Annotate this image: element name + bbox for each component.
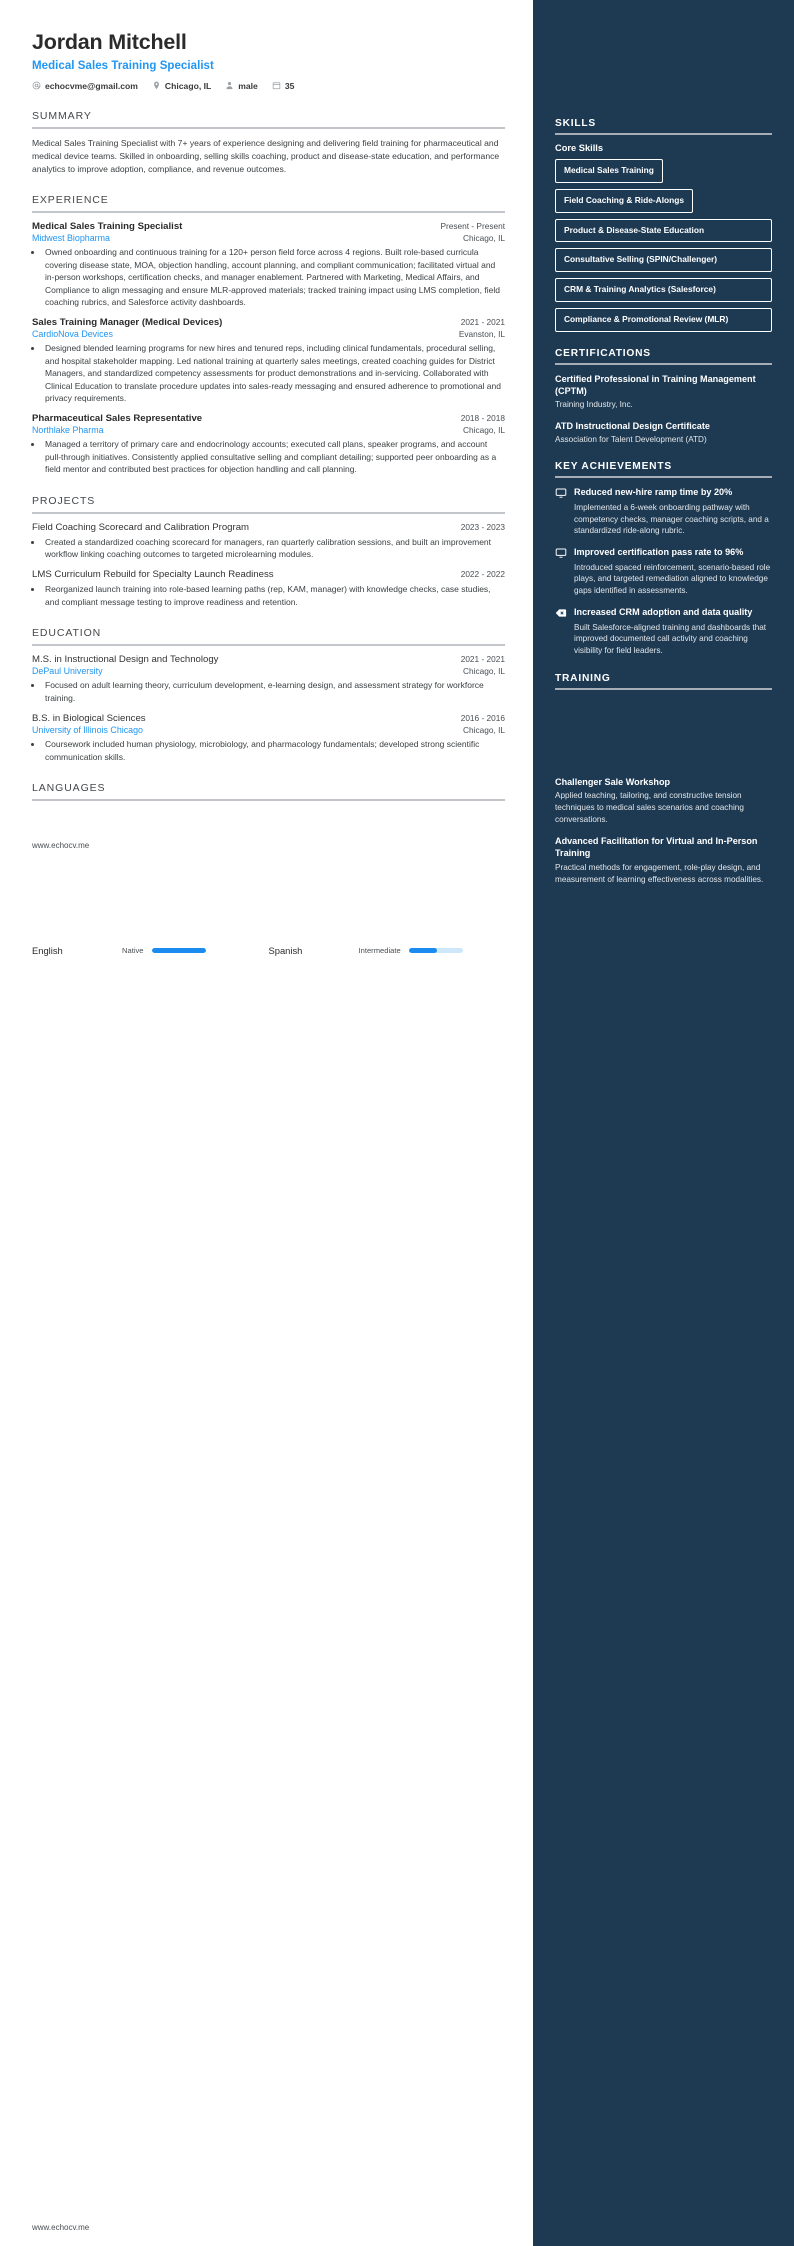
summary-divider [32,127,505,129]
experience-entry [32,413,505,475]
training-item [555,776,772,826]
language-name: Spanish [268,944,303,956]
experience-title: Sales Training Manager (Medical Devices) [32,317,223,329]
language-progress-bar [152,948,206,953]
education-bullets [43,679,505,704]
project-bullets [43,583,505,608]
project-bullets [43,536,505,561]
achievement-description: Introduced spaced reinforcement, scenario-based role plays, and targeted remediation aligned to knowledge gaps identified in assessments. [574,562,771,596]
contact-location [152,81,211,91]
training-description: Practical methods for engagement, role-play design, and measurement of learning effectiveness across modalities. [555,862,764,884]
education-location: Chicago, IL [463,666,505,677]
languages-list [32,945,505,956]
contact-location-value: Chicago, IL [164,80,212,91]
project-entry [32,569,505,608]
contact-email [32,81,138,91]
section-education [32,627,505,763]
education-entry [32,654,505,704]
section-languages [32,782,505,956]
contact-row [32,81,505,91]
skill-chip: CRM & Training Analytics (Salesforce) [555,278,772,302]
experience-bullets [43,438,505,475]
experience-bullet: • Designed blended learning programs for new hires and tenured reps, including clinical fundamentals, procedural selling, and hospital stakeholder mapping. Led national training at quarterly sales meetings, created coaching guides for District Managers, and standardized competency assessments for product demonstrations and in-servicing. Collaborated with Clinical Education to translate procedure updates into sales-ready messaging and ensured adherence to promotional and privacy requirements. [43,342,505,404]
language-progress-bar [409,948,463,953]
candidate-job-title: Medical Sales Training Specialist [32,59,214,72]
training-spacer [555,698,772,776]
experience-bullet: • Managed a territory of primary care and endocrinology accounts; executed call plans, speaker programs, and account pull-through initiatives. Consistently applied consultative selling and compliant detailing; supported peer onboarding as a field mentor and contributed best practices for objection handling and call planning. [43,438,505,475]
certification-org: Association for Talent Development (ATD) [555,434,707,444]
backspace-icon [555,607,567,619]
experience-title: Medical Sales Training Specialist [32,221,183,233]
skills-heading: SKILLS [555,118,597,129]
section-summary [32,110,505,176]
experience-heading: EXPERIENCE [32,194,109,207]
certification-name: Certified Professional in Training Management (CPTM) [555,373,756,396]
achievement-description: Implemented a 6-week onboarding pathway with competency checks, manager coaching scripts, and a standardized ride-along rubric. [574,502,769,536]
education-date: 2021 - 2021 [460,654,505,665]
experience-bullet: • Owned onboarding and continuous training for a 120+ person field force across 4 regions. Built role-based curricula covering disease state, MOA, objection handling, account planning, and compliant communication; facilitated virtual and in-person workshops, certification checks, and manager enablement. Partnered with Marketing, Medical Affairs, and Compliance to align messaging and ensure MLR-approved materials; tracked training impact using LMS completion, field coaching rubrics, and Salesforce activity dashboards. [43,246,505,308]
calendar-icon [272,81,281,90]
language-level: Intermediate [358,945,401,955]
education-bullets [43,738,505,763]
contact-gender [225,81,258,91]
language-item [32,945,269,956]
certification-org: Training Industry, Inc. [555,400,633,410]
training-description: Applied teaching, tailoring, and constructive tension techniques to medical sales scenarios and coaching conversations. [555,791,744,825]
skill-chip: Medical Sales Training [555,159,663,183]
experience-divider [32,211,505,213]
achievement-item [555,486,772,537]
experience-entry [32,317,505,404]
monitor-icon [555,487,567,499]
watermark-middle: www.echocv.me [32,840,90,850]
languages-divider [32,799,505,801]
experience-title: Pharmaceutical Sales Representative [32,413,203,425]
experience-bullets [43,342,505,404]
education-bullet: • Coursework included human physiology, microbiology, and pharmacology fundamentals; developed strong scientific communication skills. [43,738,505,763]
certification-item [555,420,772,446]
header-block [32,30,505,91]
skill-chip: Field Coaching & Ride-Alongs [555,189,693,213]
training-divider [555,688,772,690]
project-date: 2022 - 2022 [460,569,505,580]
achievement-item [555,546,772,597]
key-achievements-heading: KEY ACHIEVEMENTS [555,461,672,473]
experience-organization[interactable]: Northlake Pharma [32,425,104,436]
watermark-bottom: www.echocv.me [32,2223,90,2232]
achievement-item [555,606,772,657]
certifications-heading: CERTIFICATIONS [555,347,651,359]
contact-gender-value: male [238,80,258,91]
experience-organization[interactable]: CardioNova Devices [32,329,113,340]
language-progress-fill [152,948,206,953]
education-degree: M.S. in Instructional Design and Technology [32,654,219,666]
location-pin-icon [152,81,161,90]
training-name: Advanced Facilitation for Virtual and In-Person Training [555,836,758,859]
project-title: LMS Curriculum Rebuild for Specialty Launch Readiness [32,569,274,581]
achievement-title: Reduced new-hire ramp time by 20% [574,487,733,498]
experience-location: Evanston, IL [458,329,505,340]
monitor-icon [555,547,567,559]
certification-name: ATD Instructional Design Certificate [555,420,710,431]
skills-divider [555,133,772,135]
sidebar-section-training [555,673,772,885]
certifications-divider [555,363,772,365]
achievement-title: Increased CRM adoption and data quality [574,607,753,618]
candidate-name: Jordan Mitchell [32,30,187,54]
skill-chip: Product & Disease-State Education [555,219,772,243]
contact-email-value: echocvme@gmail.com [45,80,138,91]
experience-organization[interactable]: Midwest Biopharma [32,233,110,244]
experience-date: 2021 - 2021 [460,317,505,328]
education-school[interactable]: DePaul University [32,666,103,677]
languages-heading: LANGUAGES [32,781,106,794]
education-entry [32,713,505,763]
project-title: Field Coaching Scorecard and Calibration Program [32,521,250,533]
skill-chip: Compliance & Promotional Review (MLR) [555,308,772,332]
experience-location: Chicago, IL [463,425,505,436]
project-date: 2023 - 2023 [460,521,505,532]
education-degree: B.S. in Biological Sciences [32,713,146,725]
sidebar-section-key-achievements [555,461,772,657]
contact-age-value: 35 [284,80,295,91]
language-item [269,945,506,956]
sidebar-section-certifications [555,348,772,446]
experience-date: 2018 - 2018 [460,413,505,424]
projects-heading: PROJECTS [32,494,96,507]
experience-date: Present - Present [440,221,505,232]
project-entry [32,522,505,561]
project-bullet: • Created a standardized coaching scorecard for managers, ran quarterly calibration sessions, and built an improvement workflow linking coaching outcomes to targeted microlearning modules. [43,536,505,561]
education-school[interactable]: University of Illinois Chicago [32,725,143,736]
skill-chip: Consultative Selling (SPIN/Challenger) [555,248,772,272]
projects-divider [32,512,505,514]
email-icon [32,81,41,90]
certification-item [555,373,772,411]
education-date: 2016 - 2016 [460,713,505,724]
experience-entry [32,221,505,308]
language-level: Native [122,945,144,955]
section-experience [32,194,505,475]
person-icon [225,81,234,90]
skills-subheading: Core Skills [555,143,604,153]
education-divider [32,644,505,646]
summary-heading: SUMMARY [32,109,92,122]
project-bullet: • Reorganized launch training into role-based learning paths (rep, KAM, manager) with knowledge checks, case studies, and compliant message testing to improve readiness and retention. [43,583,505,608]
contact-age [272,81,295,91]
key-achievements-divider [555,476,772,478]
education-heading: EDUCATION [32,627,102,640]
section-projects [32,495,505,609]
language-progress-fill [409,948,437,953]
experience-location: Chicago, IL [463,233,505,244]
language-name: English [32,944,63,956]
achievement-description: Built Salesforce-aligned training and dashboards that improved documented call activity and coaching visibility for field leaders. [574,622,767,656]
sidebar [533,0,794,2246]
summary-text: Medical Sales Training Specialist with 7+ years of experience designing and delivering field training for pharmaceutical and medical device teams. Skilled in onboarding, selling skills coaching, product and disease-state education, and performance analytics to improve adoption, compliance, and revenue outcomes. [32,137,500,174]
training-item [555,835,772,885]
training-name: Challenger Sale Workshop [555,777,671,788]
training-heading: TRAINING [555,673,611,685]
experience-bullets [43,246,505,308]
achievement-title: Improved certification pass rate to 96% [574,547,744,558]
education-bullet: • Focused on adult learning theory, curriculum development, e-learning design, and assessment strategy for workforce training. [43,679,505,704]
sidebar-section-skills [555,118,772,332]
education-location: Chicago, IL [463,725,505,736]
